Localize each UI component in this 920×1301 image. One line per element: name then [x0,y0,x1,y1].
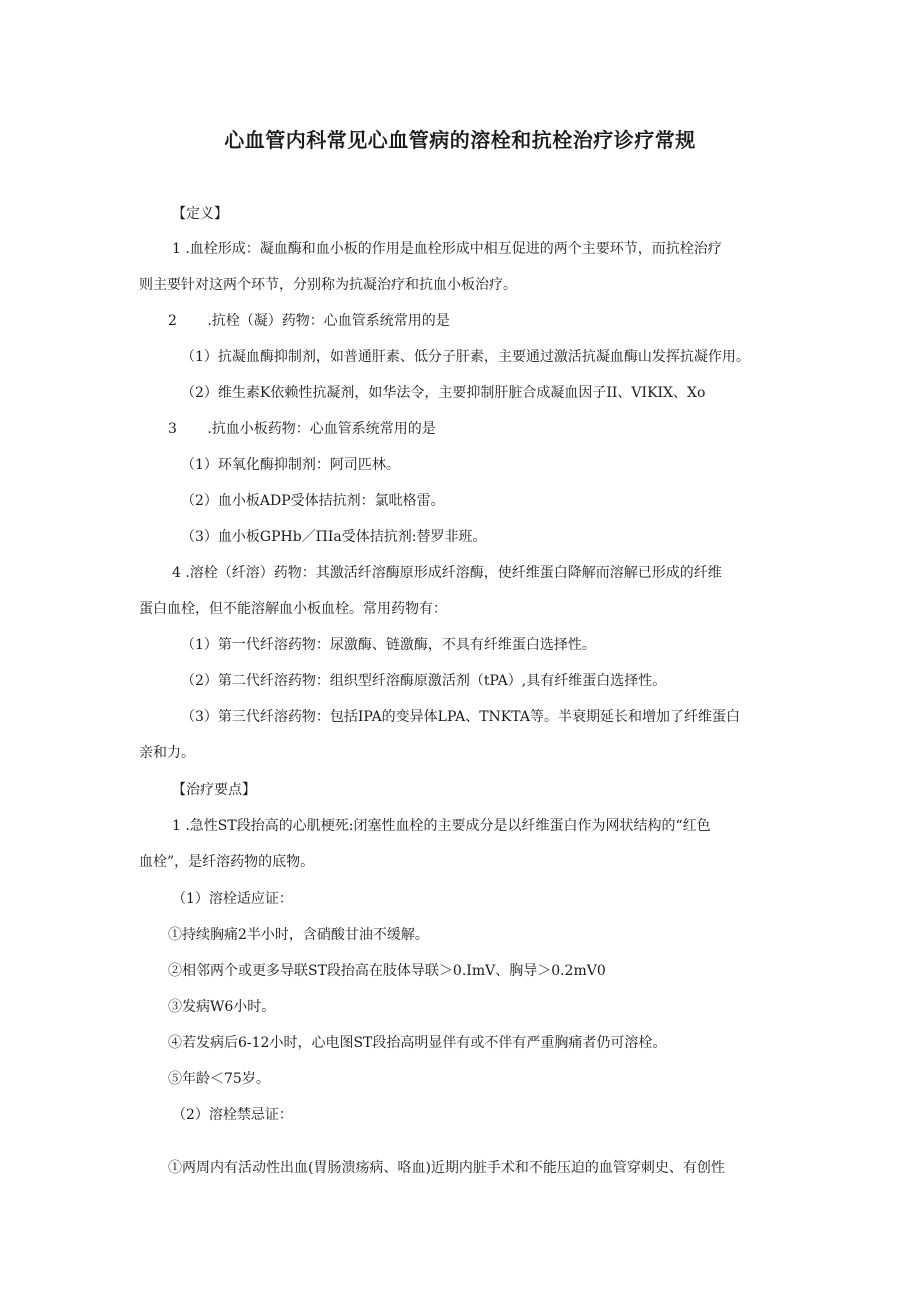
list-item: （2）维生素K依赖性抗凝剂，如华法令，主要抑制肝脏合成凝血因子II、VIKIX、Xo [181,385,706,401]
paragraph-line: 4 .溶栓（纤溶）药物：其激活纤溶酶原形成纤溶酶，使纤维蛋白降解而溶解已形成的纤维 [172,565,722,581]
paragraph-line: 1 .血栓形成：凝血酶和血小板的作用是血栓形成中相互促进的两个主要环节，而抗栓治疗 [172,241,722,257]
list-item: ④若发病后6-12小时，心电图ST段抬高明显伴有或不伴有严重胸痛者仍可溶栓。 [168,1035,667,1051]
list-item: （1）环氧化酶抑制剂：阿司匹林。 [181,457,400,473]
list-item: （1）第一代纤溶药物：尿激酶、链激酶，不具有纤维蛋白选择性。 [181,637,596,653]
paragraph-line: 亲和力。 [139,745,195,761]
paragraph-line: 1 .急性ST段抬高的心肌梗死:闭塞性血栓的主要成分是以纤维蛋白作为网状结构的“红色 [172,818,711,834]
list-item: ①持续胸痛2半小时，含硝酸甘油不缓解。 [168,927,429,943]
list-item: （2）第二代纤溶药物：组织型纤溶酶原激活剂（tPA）,具有纤维蛋白选择性。 [181,673,667,689]
page-title: 心血管内科常见心血管病的溶栓和抗栓治疗诊疗常规 [224,128,696,152]
list-item: （3）血小板GPHb／ΠIa受体拮抗剂:替罗非班。 [181,529,487,545]
list-item: （1）溶栓适应证： [172,891,293,907]
paragraph-line: 3 .抗血小板药物：心血管系统常用的是 [168,421,436,437]
paragraph-line: 2 .抗栓（凝）药物：心血管系统常用的是 [168,313,450,329]
list-item: （1）抗凝血酶抑制剂，如普通肝素、低分子肝素，主要通过激活抗凝血酶山发挥抗凝作用。 [181,349,750,365]
list-item: ②相邻两个或更多导联ST段抬高在肢体导联＞0.ImV、胸导＞0.2mV0 [168,963,606,979]
list-item: ⑤年龄＜75岁。 [168,1071,270,1087]
section-heading-definition: 【定义】 [172,206,228,222]
paragraph-line: 血栓”，是纤溶药物的底物。 [139,854,315,870]
paragraph-line: 则主要针对这两个环节，分别称为抗凝治疗和抗血小板治疗。 [139,277,517,293]
list-item: ①两周内有活动性出血(胃肠溃疡病、咯血)近期内脏手术和不能压迫的血管穿刺史、有创性 [168,1160,725,1176]
list-item: （3）第三代纤溶药物：包括IPA的变异体LPA、TNKTA等。半衰期延长和增加了纤维蛋白 [181,709,740,725]
list-item: ③发病W6小时。 [168,999,276,1015]
list-item: （2）溶栓禁忌证： [172,1107,293,1123]
list-item: （2）血小板ADP受体拮抗剂：氯吡格雷。 [181,493,445,509]
section-heading-treatment: 【治疗要点】 [172,782,256,798]
paragraph-line: 蛋白血栓，但不能溶解血小板血栓。常用药物有： [139,601,447,617]
